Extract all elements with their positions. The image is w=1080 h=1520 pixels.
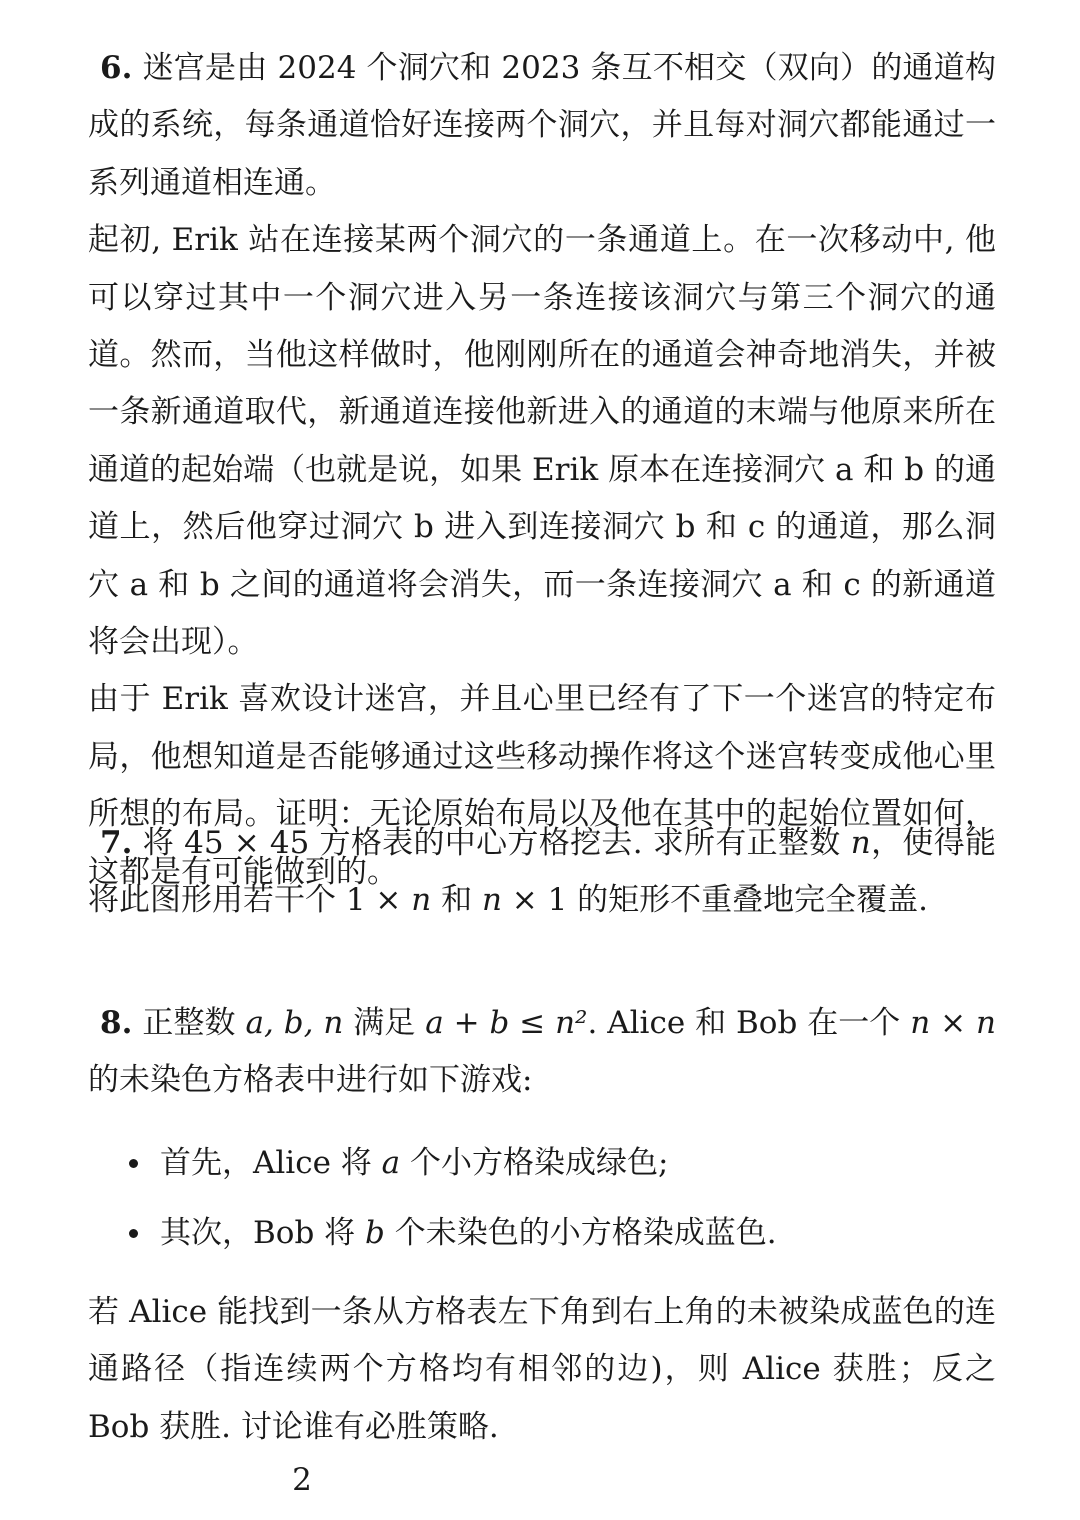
list-item — [88, 1128, 996, 1198]
math-inequality: a + b ≤ n² — [425, 1005, 588, 1041]
problem-7 — [88, 815, 996, 930]
problem-8-intro-c: . Alice 和 Bob 在一个 — [587, 1005, 911, 1041]
problem-6-paragraph-2: 起初, Erik 站在连接某两个洞穴的一条通道上。在一次移动中, 他可以穿过其中一个洞穴进入另一条连接该洞穴与第三个洞穴的通道。然而，当他这样做时，他刚刚所在的通道会神奇地消失，并被一条新通道取代，新通道连接他新进入的通道的末端与他原来所在通道的起始端（也就是说，如果 Erik 原本在连接洞穴 a 和 b 的通道上，然后他穿过洞穴 b 进入到连接洞穴 b 和 c 的通道，那么洞穴 a 和 b 之间的通道将会消失，而一条连接洞穴 a 和 c 的新通道将会出现）。 — [88, 222, 996, 661]
problem-6-paragraph-3: 由于 Erik 喜欢设计迷宫，并且心里已经有了下一个迷宫的特定布局，他想知道是否能够通过这些移动操作将这个迷宫转变成他心里所想的布局。证明：无论原始布局以及他在其中的起始位置如何，这都是有可能做到的。 — [88, 681, 996, 890]
bullet-1-text-a: 首先，Alice 将 — [160, 1144, 382, 1181]
bullet-icon — [129, 1229, 138, 1238]
math-n: n — [481, 882, 502, 919]
problem-6-paragraph-1 — [88, 40, 996, 212]
rules-list — [88, 1128, 996, 1268]
problem-7-paragraph — [88, 815, 996, 930]
problem-8 — [88, 995, 996, 1456]
document-page — [88, 0, 996, 1520]
problem-8-intro — [88, 995, 996, 1110]
problem-7-text-b: ，使得能将此图形用若干个 1 × — [88, 825, 997, 919]
problem-8-intro-d: 的未染色方格表中进行如下游戏: — [88, 1062, 533, 1099]
problem-8-conclusion: 若 Alice 能找到一条从方格表左下角到右上角的未被染成蓝色的连通路径（指连续两个方格均有相邻的边)，则 Alice 获胜；反之 Bob 获胜. 讨论谁有必胜策略. — [88, 1293, 996, 1445]
problem-8-intro-a: 正整数 — [142, 1005, 246, 1041]
problem-6 — [88, 40, 996, 901]
bullet-2-text-b: 个未染色的小方格染成蓝色. — [384, 1214, 777, 1251]
math-a: a — [381, 1144, 401, 1181]
problem-7-text-d: × 1 的矩形不重叠地完全覆盖. — [501, 882, 929, 919]
problem-number: 7. — [100, 825, 133, 861]
math-abn: a, b, n — [245, 1005, 344, 1041]
math-n: n — [850, 825, 871, 861]
bullet-2-text-a: 其次，Bob 将 — [160, 1214, 365, 1251]
math-n: n — [411, 882, 432, 919]
problem-number: 8. — [100, 1005, 133, 1041]
problem-8-intro-b: 满足 — [343, 1005, 426, 1041]
math-grid-size: n × n — [910, 1005, 996, 1041]
page-number: 2 — [292, 1462, 312, 1498]
problem-number: 6. — [100, 50, 133, 86]
problem-7-text-c: 和 — [431, 882, 482, 919]
bullet-icon — [129, 1159, 138, 1168]
problem-7-text-a: 将 45 × 45 方格表的中心方格挖去. 求所有正整数 — [142, 825, 851, 861]
problem-6-text-1: 迷宫是由 2024 个洞穴和 2023 条互不相交（双向）的通道构成的系统，每条通道恰好连接两个洞穴，并且每对洞穴都能通过一系列通道相连通。 — [88, 50, 996, 201]
list-item — [88, 1198, 996, 1268]
bullet-1-text-b: 个小方格染成绿色; — [400, 1144, 669, 1181]
math-b: b — [365, 1214, 385, 1251]
